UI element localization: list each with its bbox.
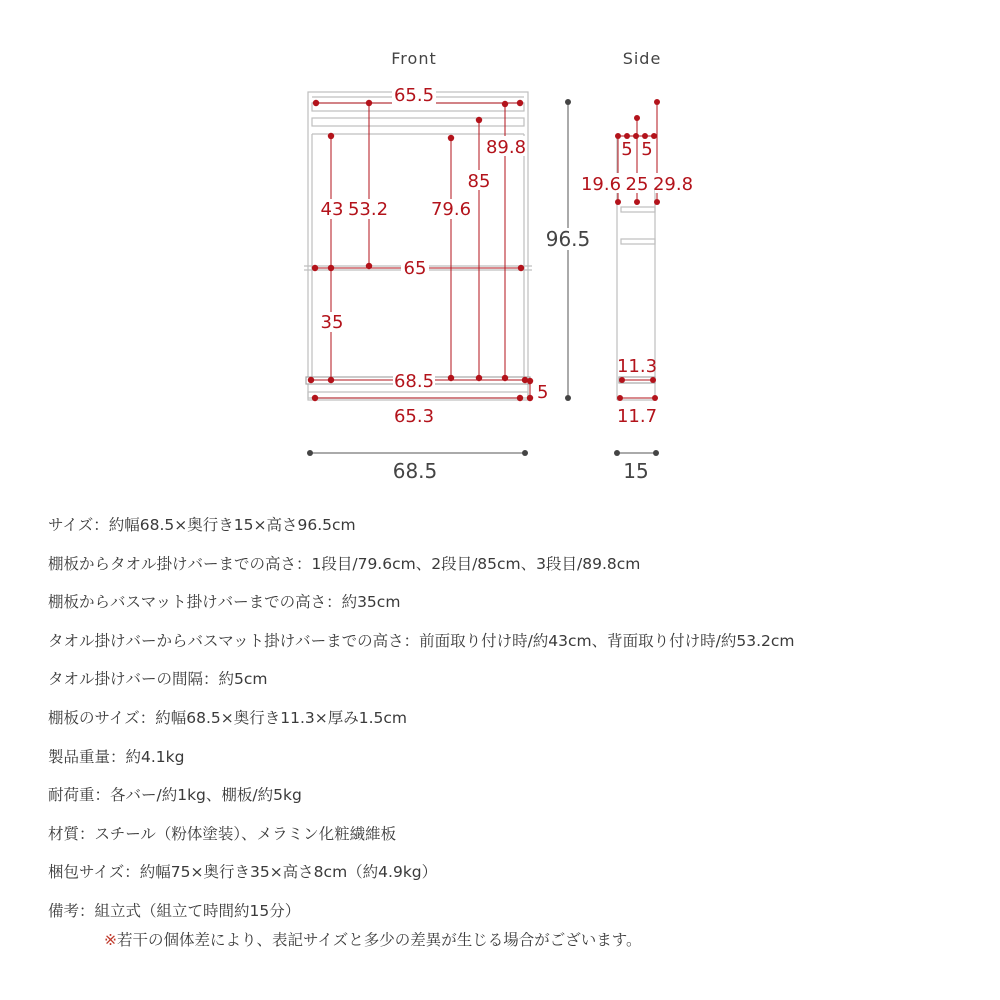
- overall-depth-label: 15: [623, 459, 649, 483]
- note-text: 若干の個体差により、表記サイズと多少の差異が生じる場合がございます。: [117, 931, 642, 949]
- top-width-label: 65.5: [393, 85, 435, 106]
- spec-weight: 製品重量：約4.1kg: [48, 747, 185, 766]
- bar-gap-1-label: 5: [621, 139, 633, 160]
- bar3-height-label: 89.8: [485, 137, 527, 158]
- bar-gap-2-label: 5: [641, 139, 653, 160]
- base-depth-label: 11.7: [616, 406, 658, 427]
- spec-towel-to-mat: タオル掛けバーからバスマット掛けバーまでの高さ：前面取り付け時/約43cm、背面取り付け時/約53.2cm: [48, 631, 795, 650]
- shelf-to-mat-label: 35: [320, 312, 344, 333]
- side-depth-a-label: 19.6: [580, 174, 622, 195]
- overall-width-label: 68.5: [392, 459, 438, 483]
- front-dimension-labels: [318, 85, 590, 483]
- spec-package-size: 梱包サイズ：約幅75×奥行き35×高さ8cm（約4.9kg）: [48, 863, 438, 882]
- towel-to-mat-back-label: 53.2: [347, 199, 389, 220]
- side-view-title: Side: [622, 49, 662, 68]
- note-mark: ※: [104, 931, 117, 949]
- spec-mat-bar-height: 棚板からバスマット掛けバーまでの高さ：約35cm: [48, 593, 401, 612]
- spec-remarks: 備考：組立式（組立て時間約15分）: [48, 901, 301, 920]
- front-overall-dimensions: [307, 99, 571, 456]
- spec-list: [48, 511, 988, 936]
- spec-towel-bar-height: 棚板からタオル掛けバーまでの高さ：1段目/79.6cm、2段目/85cm、3段目/89.8cm: [48, 554, 641, 573]
- spec-size: サイズ：約幅68.5×奥行き15×高さ96.5cm: [48, 516, 356, 534]
- shelf-width-label: 68.5: [393, 371, 435, 392]
- spec-shelf-size: 棚板のサイズ：約幅68.5×奥行き11.3×厚み1.5cm: [48, 708, 408, 727]
- towel-to-mat-front-label: 43: [320, 199, 344, 220]
- side-depth-c-label: 29.8: [652, 174, 694, 195]
- disclaimer-note: [104, 928, 642, 950]
- total-height-label: 96.5: [545, 227, 591, 251]
- side-depth-b-label: 25: [625, 174, 649, 195]
- side-dimension-labels: [581, 139, 693, 483]
- front-view-title: Front: [391, 49, 437, 68]
- spec-bar-spacing: タオル掛けバーの間隔：約5cm: [48, 670, 268, 689]
- shelf-depth-label: 11.3: [616, 356, 658, 377]
- bar1-height-label: 79.6: [430, 199, 472, 220]
- spec-load-capacity: 耐荷重：各バー/約1kg、棚板/約5kg: [48, 786, 302, 805]
- base-width-label: 65.3: [393, 406, 435, 427]
- spec-material: 材質：スチール（粉体塗装）、メラミン化粧繊維板: [48, 824, 397, 843]
- bar2-height-label: 85: [467, 171, 491, 192]
- mat-bar-width-label: 65: [403, 258, 427, 279]
- side-overall-dimension: [614, 450, 659, 456]
- shelf-thickness-label: 5: [537, 382, 549, 403]
